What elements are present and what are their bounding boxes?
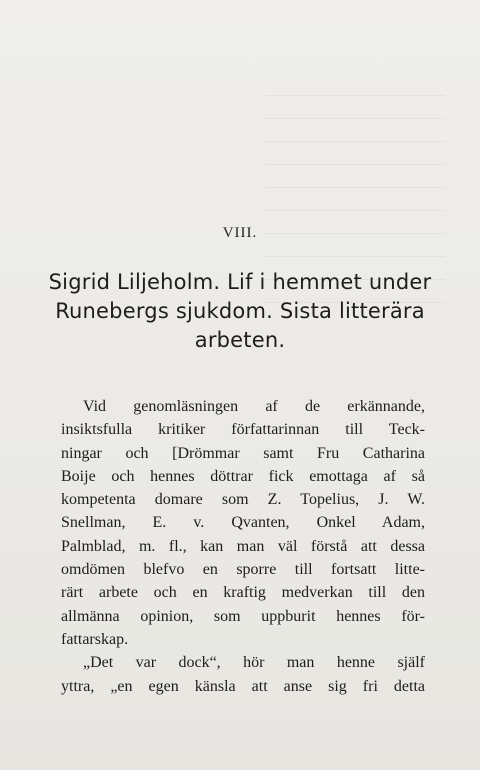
text-line: fattarskap. — [61, 630, 129, 648]
text-line: Palmblad, m. fl., kan man väl förstå att dessa — [61, 537, 425, 555]
text-line: kompetenta domare som Z. Topelius, J. W. — [61, 491, 425, 509]
text-line: Snellman, E. v. Qvanten, Onkel Adam, — [61, 514, 425, 532]
body-paragraphs — [61, 395, 425, 698]
text-line: „Det var dock“, hör man henne själf — [83, 654, 425, 672]
text-line: Vid genomläsningen af de erkännande, — [83, 398, 425, 415]
chapter-title-line: arbeten. — [194, 328, 286, 352]
text-line: insiktsfulla kritiker författarinnan till Teck- — [61, 421, 425, 439]
text-line: allmänna opinion, som uppburit hennes för- — [61, 607, 425, 625]
chapter-title-line: Sigrid Liljeholm. Lif i hemmet under — [48, 270, 432, 294]
text-line: rärt arbete och en kraftig medverkan till den — [61, 584, 425, 602]
text-line: Boije och hennes döttrar fick emottaga af så — [61, 467, 425, 485]
chapter-title-line: Runebergs sjukdom. Sista litterära — [55, 299, 425, 323]
text-line: ningar och [Drömmar samt Fru Catharina — [61, 444, 425, 462]
text-line: omdömen blefvo en sporre till fortsatt litte- — [61, 561, 425, 579]
text-line: yttra, „en egen känsla att anse sig fri detta — [61, 677, 425, 695]
chapter-title — [40, 268, 440, 355]
chapter-number: VIII. — [222, 225, 258, 241]
